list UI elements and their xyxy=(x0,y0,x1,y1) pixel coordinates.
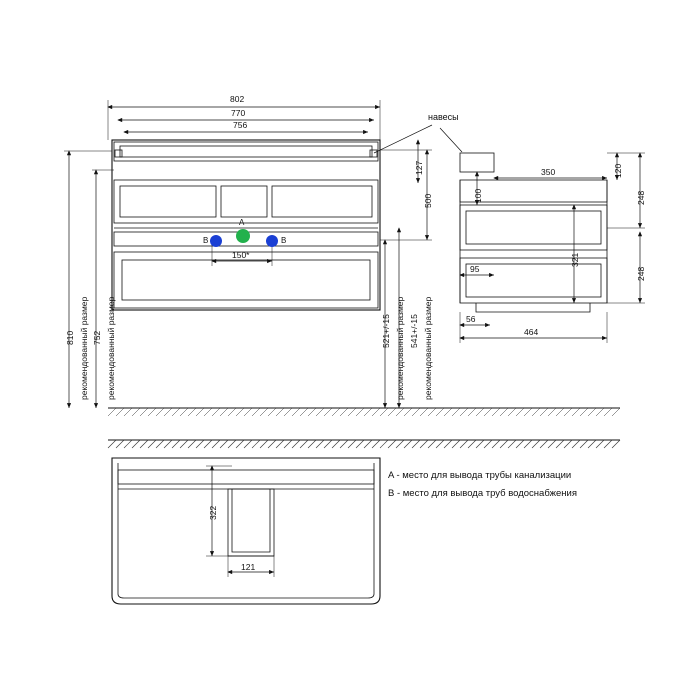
dim-500-label: 500 xyxy=(423,193,433,208)
floor-hatch-lower xyxy=(108,440,620,448)
hangers-callout: навесы xyxy=(428,112,459,122)
dim-810-label: 810 xyxy=(65,330,75,345)
front-view-geometry xyxy=(112,140,380,310)
dim-150-label: 150* xyxy=(232,250,250,260)
dim-322-label: 322 xyxy=(208,505,218,520)
dim-120-label: 120 xyxy=(613,163,623,178)
marker-b-right-dot xyxy=(266,235,278,247)
dim-752-label: 752 xyxy=(92,330,102,345)
dim-100-label: 100 xyxy=(473,188,483,203)
marker-b-left-dot xyxy=(210,235,222,247)
rec-810-label: рекомендованный размер xyxy=(79,296,89,400)
rec-752-label: рекомендованный размер xyxy=(106,296,116,400)
dim-350-label: 350 xyxy=(541,167,556,177)
top-dimension-lines xyxy=(206,466,274,577)
dim-248-bottom-label: 248 xyxy=(636,266,646,281)
dim-248-top-label: 248 xyxy=(636,190,646,205)
dim-802-label: 802 xyxy=(230,94,245,104)
marker-b-right-label: B xyxy=(281,236,287,245)
dim-95-label: 95 xyxy=(470,264,480,274)
dim-127-label: 127 xyxy=(414,160,424,175)
floor-hatch-upper-strokes xyxy=(108,408,620,416)
dim-756-label: 756 xyxy=(233,120,248,130)
marker-b-left-label: B xyxy=(203,236,209,245)
side-view-geometry xyxy=(460,153,607,312)
legend-item-a: A - место для вывода трубы канализации xyxy=(388,470,572,481)
dim-770-label: 770 xyxy=(231,108,246,118)
dim-56-label: 56 xyxy=(466,314,476,324)
marker-a-dot xyxy=(236,229,250,243)
dim-464-label: 464 xyxy=(524,327,539,337)
dim-541-label: 541+/-15 xyxy=(409,314,419,348)
rec-541-label: рекомендованный размер xyxy=(423,296,433,400)
rec-521-label: рекомендованный размер xyxy=(395,296,405,400)
marker-a-label: A xyxy=(239,218,245,227)
dim-521-label: 521+/-15 xyxy=(381,314,391,348)
side-dimension-lines xyxy=(460,153,645,343)
dim-321-label: 321 xyxy=(570,252,580,267)
legend-item-b: B - место для вывода труб водоснабжения xyxy=(388,488,577,499)
top-view-geometry xyxy=(112,458,380,604)
dim-121-label: 121 xyxy=(241,562,256,572)
